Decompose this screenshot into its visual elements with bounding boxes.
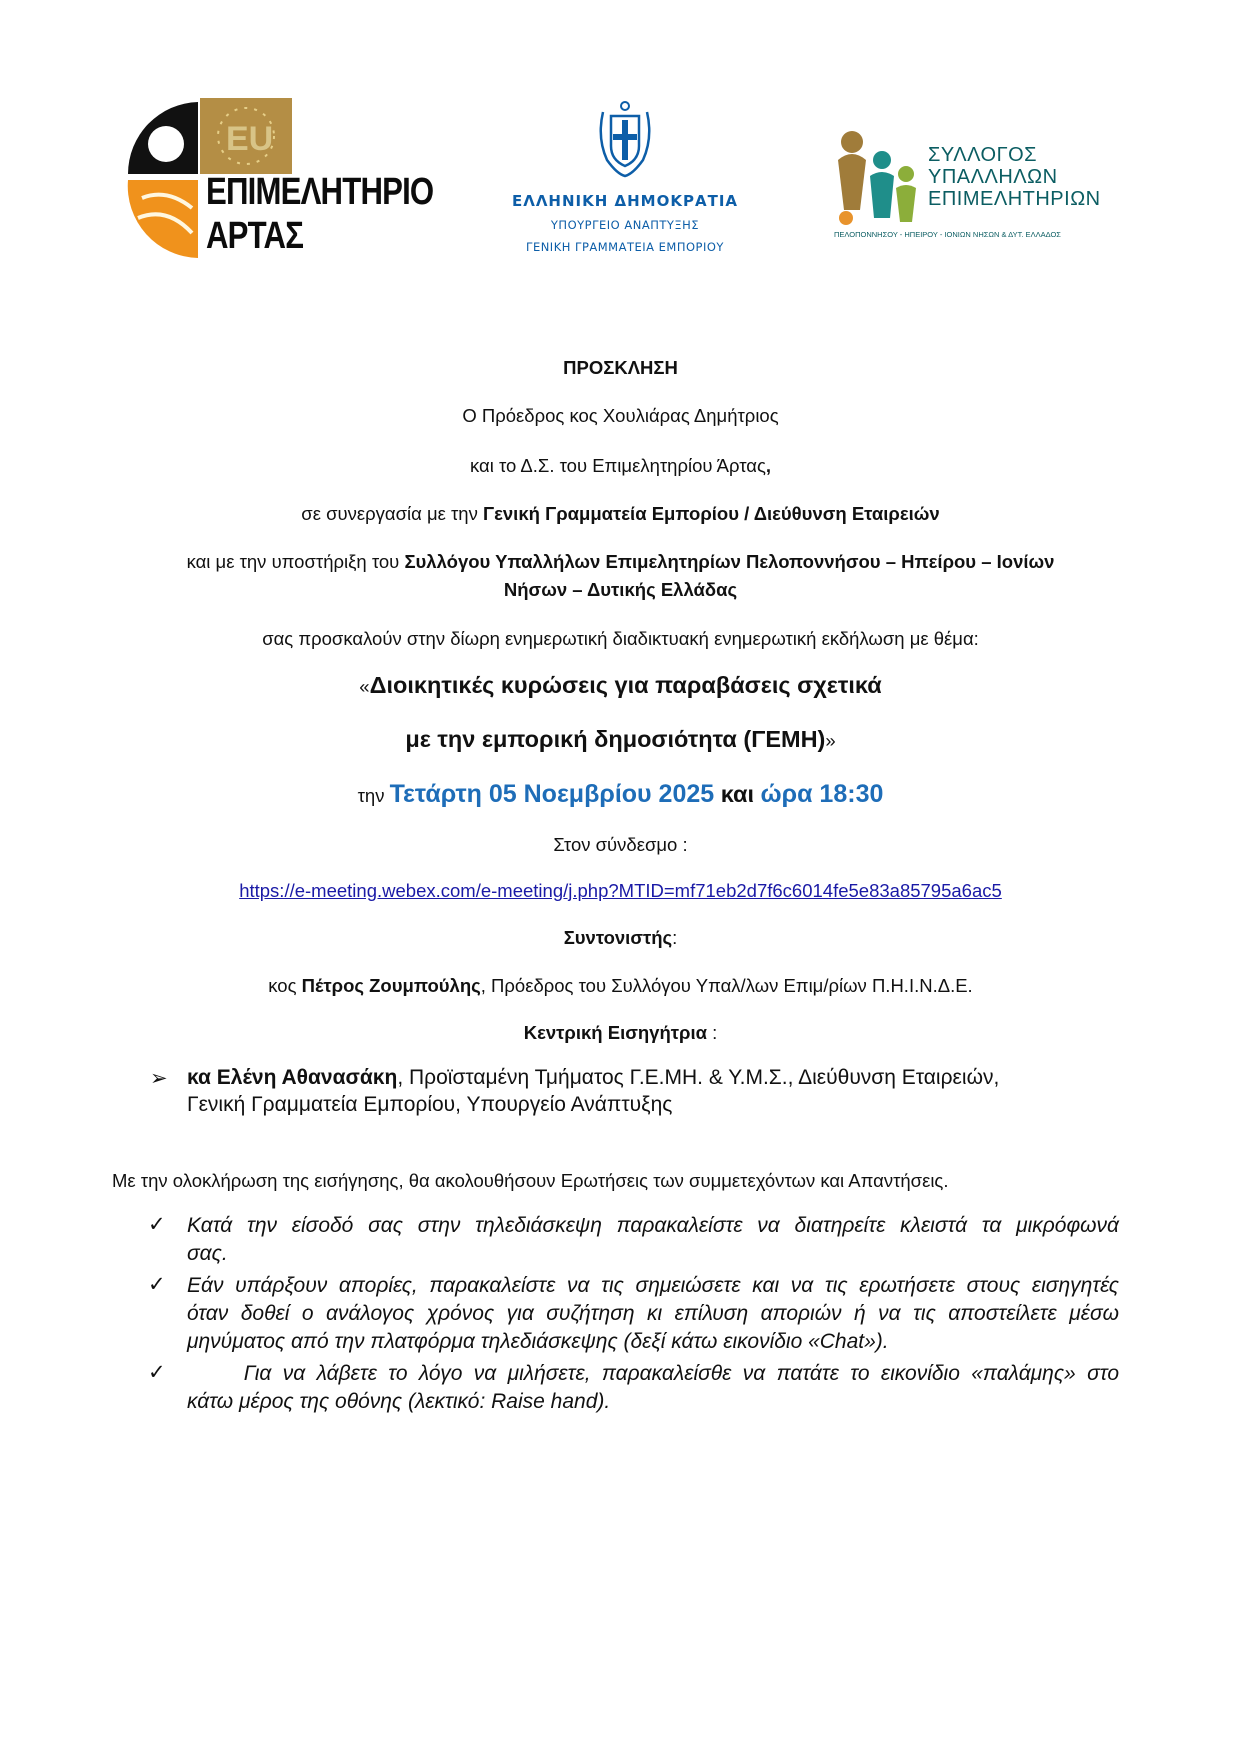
republic-name: ΕΛΛΗΝΙΚΗ ΔΗΜΟΚΡΑΤΙΑ	[511, 192, 739, 210]
meeting-link[interactable]: https://e-meeting.webex.com/e-meeting/j.php?MTID=mf71eb2d7f6c6014fe5e83a85795a6ac5	[239, 880, 1002, 901]
checkmark-icon: ✓	[148, 1213, 166, 1236]
greek-emblem-icon	[593, 98, 657, 178]
meeting-link-row	[0, 880, 1241, 902]
note-item-2-line1: Εάν υπάρξουν απορίες, παρακαλείστε να τις σημειώσετε και να τις ερωτήσετε στους εισηγητές	[187, 1274, 1119, 1297]
invitation-heading: ΠΡΟΣΚΛΗΣΗ	[563, 357, 678, 378]
chamber-name-line2: ΑΡΤΑΣ	[206, 215, 304, 257]
checkmark-icon: ✓	[148, 1361, 166, 1384]
note-item-1-line2: σας.	[187, 1242, 228, 1265]
checkmark-icon: ✓	[148, 1273, 166, 1296]
support-line: και με την υποστήριξη του Συλλόγου Υπαλλήλων Επιμελητηρίων Πελοποννήσου – Ηπείρου – Ιονίων	[186, 551, 1055, 572]
note-item-1-line1: Κατά την είσοδό σας στην τηλεδιάσκεψη παρακαλείστε να διατηρείτε κλειστά τα μικρόφωνά	[187, 1214, 1119, 1237]
note-item-3-line2: κάτω μέρος της οθόνης (λεκτικό: Raise hand).	[187, 1390, 611, 1413]
arrow-bullet-icon: ➢	[150, 1067, 168, 1090]
moderator-line: κος Πέτρος Ζουμπούλης, Πρόεδρος του Συλλόγου Υπαλ/λων Επιμ/ρίων Π.Η.Ι.Ν.Δ.Ε.	[268, 975, 973, 996]
cooperation-line: σε συνεργασία με την Γενική Γραμματεία Εμπορίου / Διεύθυνση Εταιρειών	[301, 503, 940, 524]
union-name-line2: ΥΠΑΛΛΗΛΩΝ	[928, 166, 1058, 188]
svg-text:EU: EU	[226, 120, 274, 158]
ministry-name: ΥΠΟΥΡΓΕΙΟ ΑΝΑΠΤΥΞΗΣ	[550, 218, 700, 232]
invitation-call: σας προσκαλούν στην δίωρη ενημερωτική διαδικτυακή ενημερωτική εκδήλωση με θέμα:	[262, 628, 979, 649]
union-name-line1: ΣΥΛΛΟΓΟΣ	[928, 144, 1038, 166]
union-subtitle: ΠΕΛΟΠΟΝΝΗΣΟΥ - ΗΠΕΙΡΟΥ - ΙΟΝΙΩΝ ΝΗΣΩΝ & ΔΥΤ. ΕΛΛΑΔΟΣ	[834, 230, 1061, 239]
union-logo	[830, 130, 1120, 250]
note-item-3-line1: Για να λάβετε το λόγο να μιλήσετε, παρακαλείσθε να πατάτε το εικονίδιο «παλάμης» στο	[187, 1362, 1119, 1385]
union-emblem-icon	[830, 130, 922, 226]
republic-logo	[490, 98, 760, 268]
secretariat-name: ΓΕΝΙΚΗ ΓΡΑΜΜΑΤΕΙΑ ΕΜΠΟΡΙΟΥ	[526, 240, 724, 254]
event-topic-line2: με την εμπορική δημοσιότητα (ΓΕΜΗ)»	[405, 726, 836, 752]
event-datetime: την Τετάρτη 05 Νοεμβρίου 2025 και ώρα 18:30	[357, 780, 884, 808]
note-item-2-line2: όταν δοθεί ο ανάλογος χρόνος για συζήτηση κι επίλυση αποριών ή να τις αποστείλετε μέσω	[187, 1302, 1119, 1325]
event-topic-line1: «Διοικητικές κυρώσεις για παραβάσεις σχετικά	[359, 672, 882, 698]
chamber-name-line1: ΕΠΙΜΕΛΗΤΗΡΙΟ	[206, 171, 434, 213]
speaker-line-2: Γενική Γραμματεία Εμπορίου, Υπουργείο Ανάπτυξης	[187, 1093, 673, 1116]
link-label: Στον σύνδεσμο :	[553, 834, 688, 855]
qa-note: Με την ολοκλήρωση της εισήγησης, θα ακολουθήσουν Ερωτήσεις των συμμετεχόντων και Απαντήσεις.	[112, 1170, 949, 1191]
note-item-2-line3: μηνύματος από την πλατφόρμα τηλεδιάσκεψης (δεξί κάτω εικονίδιο «Chat»).	[187, 1330, 889, 1353]
speaker-label: Κεντρική Εισηγήτρια :	[523, 1022, 718, 1043]
union-name-line3: ΕΠΙΜΕΛΗΤΗΡΙΩΝ	[928, 188, 1101, 210]
speaker-line: κα Ελένη Αθανασάκη, Προϊσταμένη Τμήματος Γ.Ε.ΜΗ. & Υ.Μ.Σ., Διεύθυνση Εταιρειών,	[187, 1066, 1000, 1089]
president-line: Ο Πρόεδρος κος Χουλιάρας Δημήτριος	[462, 405, 779, 426]
support-line-2: Νήσων – Δυτικής Ελλάδας	[503, 579, 738, 600]
moderator-label: Συντονιστής:	[563, 927, 678, 948]
board-line: και το Δ.Σ. του Επιμελητηρίου Άρτας,	[469, 455, 772, 476]
